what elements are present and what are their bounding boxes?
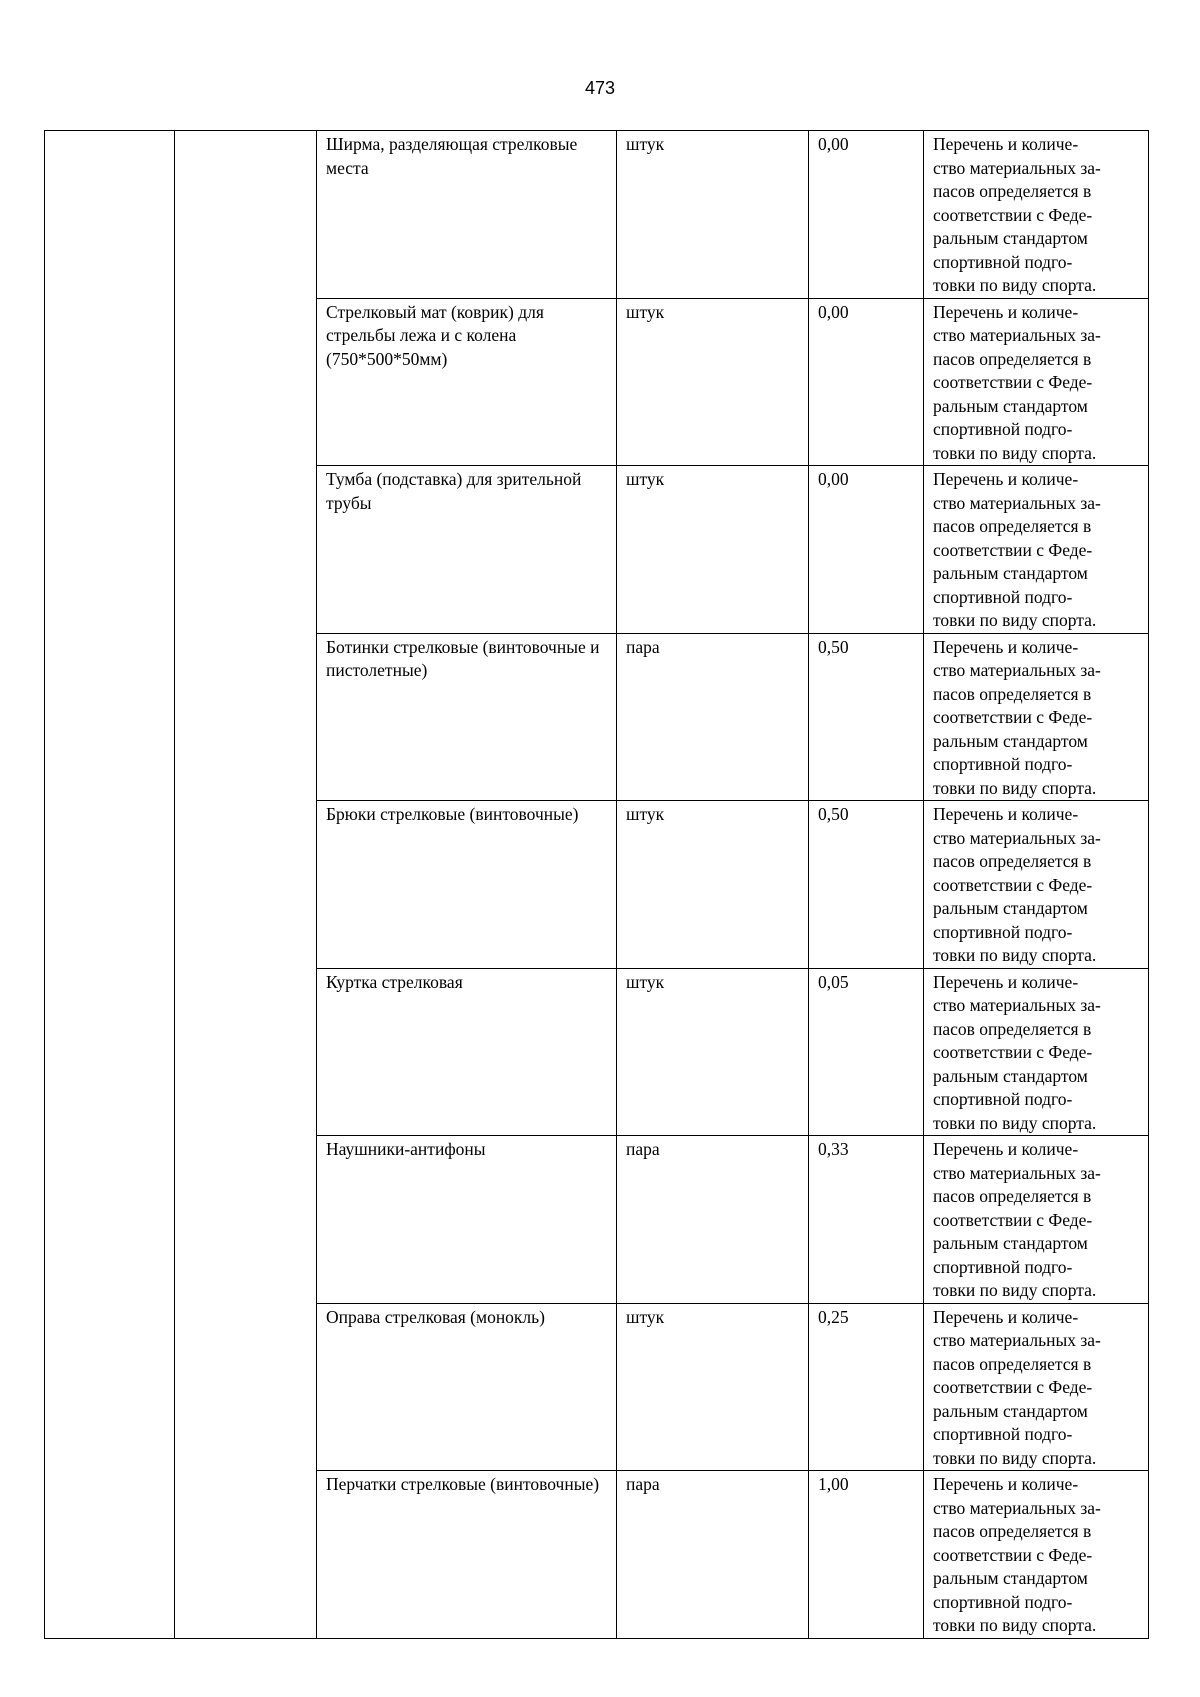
note-line: спортивной подго- <box>933 1424 1073 1444</box>
unit-cell: штук <box>617 1303 809 1471</box>
quantity-cell: 0,00 <box>809 298 924 466</box>
unit-cell: штук <box>617 131 809 299</box>
note-line: Перечень и количе- <box>933 971 1079 992</box>
item-name-cell: Ботинки стрелковые (винтовочные и пистолетные) <box>317 633 617 801</box>
item-name-cell: Куртка стрелковая <box>317 968 617 1136</box>
note-cell <box>924 1303 1149 1471</box>
note-line: ральным стандартом <box>933 228 1088 248</box>
note-line: спортивной подго- <box>933 251 1073 272</box>
note-line: ство материальных за- <box>933 1162 1101 1183</box>
note-cell <box>924 801 1149 969</box>
note-line: пасов определяется в <box>933 851 1092 871</box>
quantity-cell: 0,00 <box>809 466 924 634</box>
note-line: Перечень и количе- <box>933 301 1079 322</box>
note-line: ральным стандартом <box>933 1065 1088 1086</box>
note-line: ство материальных за- <box>933 325 1101 345</box>
note-line: соответствии с Феде- <box>933 1544 1093 1565</box>
note-line: пасов определяется в <box>933 1353 1092 1374</box>
note-cell <box>924 968 1149 1136</box>
note-cell <box>924 633 1149 801</box>
note-line: ство материальных за- <box>933 157 1101 178</box>
note-line: товки по виду спорта. <box>933 1615 1097 1635</box>
note-line: пасов определяется в <box>933 348 1092 369</box>
note-line: пасов определяется в <box>933 1018 1092 1039</box>
note-line: ство материальных за- <box>933 995 1101 1015</box>
note-cell <box>924 1136 1149 1304</box>
note-line: спортивной подго- <box>933 419 1073 439</box>
page-number: 473 <box>584 78 616 98</box>
note-line: ральным стандартом <box>933 395 1088 416</box>
note-line: товки по виду спорта. <box>933 1112 1097 1133</box>
note-line: ство материальных за- <box>933 827 1101 848</box>
note-line: пасов определяется в <box>933 1186 1092 1206</box>
note-line: соответствии с Феде- <box>933 1042 1093 1062</box>
note-line: соответствии с Феде- <box>933 204 1093 225</box>
note-line: товки по виду спорта. <box>933 777 1097 798</box>
note-line: ральным стандартом <box>933 730 1088 751</box>
table-row <box>45 131 1149 299</box>
item-name-cell: Перчатки стрелковые (винтовочные) <box>317 1471 617 1639</box>
note-line: соответствии с Феде- <box>933 1377 1093 1397</box>
unit-cell: пара <box>617 1136 809 1304</box>
note-line: соответствии с Феде- <box>933 707 1093 727</box>
item-name-cell: Оправа стрелковая (монокль) <box>317 1303 617 1471</box>
note-line: пасов определяется в <box>933 181 1092 201</box>
quantity-cell: 0,00 <box>809 131 924 299</box>
quantity-cell: 0,05 <box>809 968 924 1136</box>
note-cell <box>924 131 1149 299</box>
note-line: Перечень и количе- <box>933 469 1079 489</box>
quantity-cell: 1,00 <box>809 1471 924 1639</box>
equipment-table <box>44 130 1149 1639</box>
note-line: спортивной подго- <box>933 1256 1073 1277</box>
item-name-cell: Ширма, разделяющая стрелковые места <box>317 131 617 299</box>
note-cell <box>924 466 1149 634</box>
subsection-cell <box>175 131 317 1639</box>
note-line: Перечень и количе- <box>933 1306 1079 1327</box>
note-line: ство материальных за- <box>933 660 1101 680</box>
note-line: спортивной подго- <box>933 586 1073 607</box>
note-line: пасов определяется в <box>933 516 1092 536</box>
table-body <box>45 131 1149 1639</box>
note-line: пасов определяется в <box>933 683 1092 704</box>
note-line: ральным стандартом <box>933 1568 1088 1588</box>
note-line: ральным стандартом <box>933 563 1088 583</box>
note-line: Перечень и количе- <box>933 804 1079 824</box>
note-line: спортивной подго- <box>933 921 1073 942</box>
unit-cell: штук <box>617 801 809 969</box>
item-name-cell: Стрелковый мат (коврик) для стрельбы лежа и с колена (750*500*50мм) <box>317 298 617 466</box>
note-line: ральным стандартом <box>933 898 1088 918</box>
note-line: соответствии с Феде- <box>933 372 1093 392</box>
unit-cell: пара <box>617 1471 809 1639</box>
note-line: ство материальных за- <box>933 492 1101 513</box>
note-line: ство материальных за- <box>933 1497 1101 1518</box>
note-line: товки по виду спорта. <box>933 1280 1097 1300</box>
note-line: соответствии с Феде- <box>933 1209 1093 1230</box>
note-cell <box>924 298 1149 466</box>
note-line: ральным стандартом <box>933 1233 1088 1253</box>
note-line: ральным стандартом <box>933 1400 1088 1421</box>
note-line: Перечень и количе- <box>933 1474 1079 1494</box>
note-line: товки по виду спорта. <box>933 610 1097 630</box>
quantity-cell: 0,25 <box>809 1303 924 1471</box>
unit-cell: пара <box>617 633 809 801</box>
note-line: спортивной подго- <box>933 754 1073 774</box>
note-cell <box>924 1471 1149 1639</box>
quantity-cell: 0,33 <box>809 1136 924 1304</box>
note-line: товки по виду спорта. <box>933 1447 1097 1468</box>
note-line: ство материальных за- <box>933 1330 1101 1350</box>
item-name-cell: Наушники-антифоны <box>317 1136 617 1304</box>
unit-cell: штук <box>617 968 809 1136</box>
unit-cell: штук <box>617 466 809 634</box>
note-line: соответствии с Феде- <box>933 539 1093 560</box>
note-line: товки по виду спорта. <box>933 275 1097 295</box>
section-cell <box>45 131 175 1639</box>
note-line: спортивной подго- <box>933 1591 1073 1612</box>
item-name-cell: Тумба (подставка) для зрительной трубы <box>317 466 617 634</box>
note-line: товки по виду спорта. <box>933 945 1097 965</box>
note-line: соответствии с Феде- <box>933 874 1093 895</box>
note-line: Перечень и количе- <box>933 636 1079 657</box>
note-line: Перечень и количе- <box>933 134 1079 154</box>
note-line: товки по виду спорта. <box>933 442 1097 463</box>
note-line: Перечень и количе- <box>933 1139 1079 1159</box>
unit-cell: штук <box>617 298 809 466</box>
quantity-cell: 0,50 <box>809 633 924 801</box>
item-name-cell: Брюки стрелковые (винтовочные) <box>317 801 617 969</box>
quantity-cell: 0,50 <box>809 801 924 969</box>
note-line: спортивной подго- <box>933 1089 1073 1109</box>
note-line: пасов определяется в <box>933 1521 1092 1541</box>
